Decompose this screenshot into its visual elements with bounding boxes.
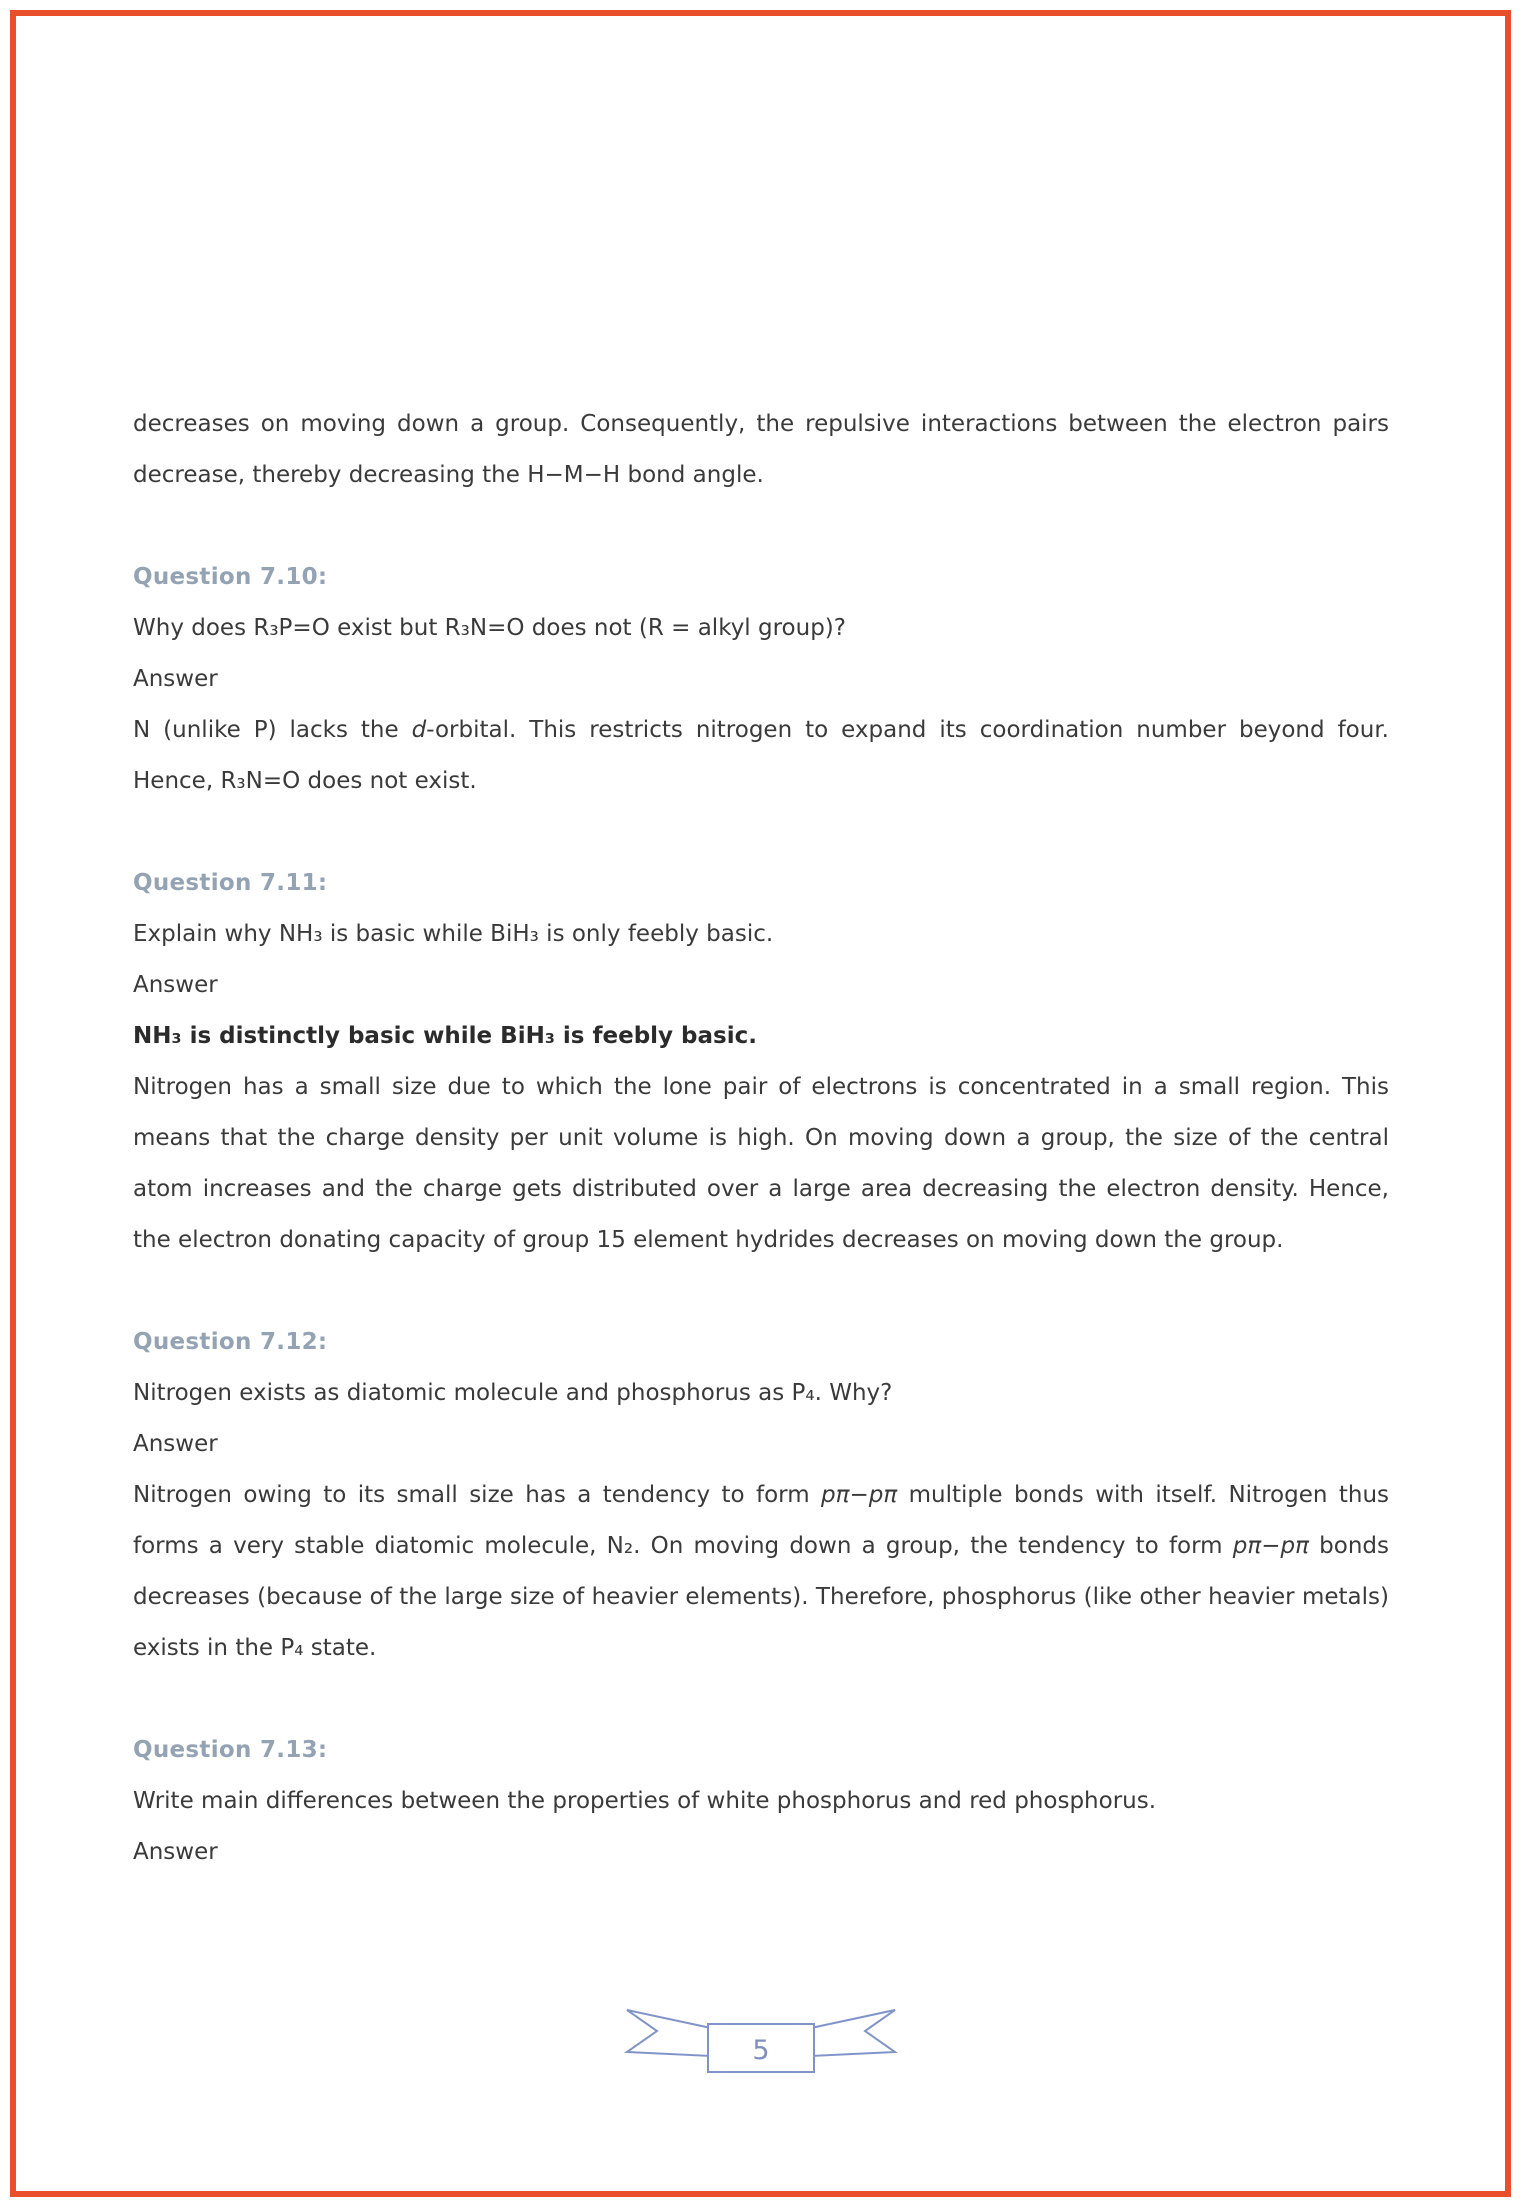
question-7-11-text: Explain why NH₃ is basic while BiH₃ is only feebly basic. [133,921,774,947]
intro-paragraph: decreases on moving down a group. Consequently, the repulsive interactions between the electron pairs decrease, thereby decreasing the H−M−H bond angle. [133,411,1389,488]
question-7-12-answer-label: Answer [133,1431,218,1457]
question-7-12-text: Nitrogen exists as diatomic molecule and phosphorus as P₄. Why? [133,1380,893,1406]
question-7-11-answer-label: Answer [133,972,218,998]
question-7-13-text: Write main differences between the properties of white phosphorus and red phosphorus. [133,1788,1157,1814]
question-7-11-answer-summary: NH₃ is distinctly basic while BiH₃ is feebly basic. [133,1023,757,1049]
question-7-13-section [133,1725,1389,1878]
ribbon-right-wing [811,2010,895,2056]
question-7-11-answer: Nitrogen has a small size due to which the lone pair of electrons is concentrated in a small region. This means that the charge density per unit volume is high. On moving down a group, the size of the central atom increases and the charge gets distributed over a large area decreasing the electron density. Hence, the electron donating capacity of group 15 element hydrides decreases on moving down the group. [133,1074,1389,1253]
question-7-10-answer-label: Answer [133,666,218,692]
question-7-10-heading: Question 7.10: [133,564,328,590]
question-7-13-heading: Question 7.13: [133,1737,328,1763]
page-number: 5 [751,2035,770,2066]
page-number-ribbon [611,2000,911,2095]
ribbon-left-wing [627,2010,711,2056]
question-7-12-heading: Question 7.12: [133,1329,328,1355]
question-7-10-answer: N (unlike P) lacks the d-orbital. This restricts nitrogen to expand its coordination number beyond four. Hence, R₃N=O does not exist. [133,717,1389,794]
question-7-13-answer-label: Answer [133,1839,218,1865]
question-7-10-section [133,552,1389,807]
question-7-11-heading: Question 7.11: [133,870,328,896]
page-content [133,399,1389,1878]
question-7-11-section [133,858,1389,1266]
question-7-12-answer: Nitrogen owing to its small size has a tendency to form pπ−pπ multiple bonds with itself. Nitrogen thus forms a very stable diatomic molecule, N₂. On moving down a group, the tendency to form pπ−pπ bonds decreases (because of the large size of heavier elements). Therefore, phosphorus (like other heavier metals) exists in the P₄ state. [133,1482,1390,1661]
question-7-12-section [133,1317,1389,1674]
page-footer [0,2000,1521,2095]
question-7-10-text: Why does R₃P=O exist but R₃N=O does not (R = alkyl group)? [133,615,846,641]
